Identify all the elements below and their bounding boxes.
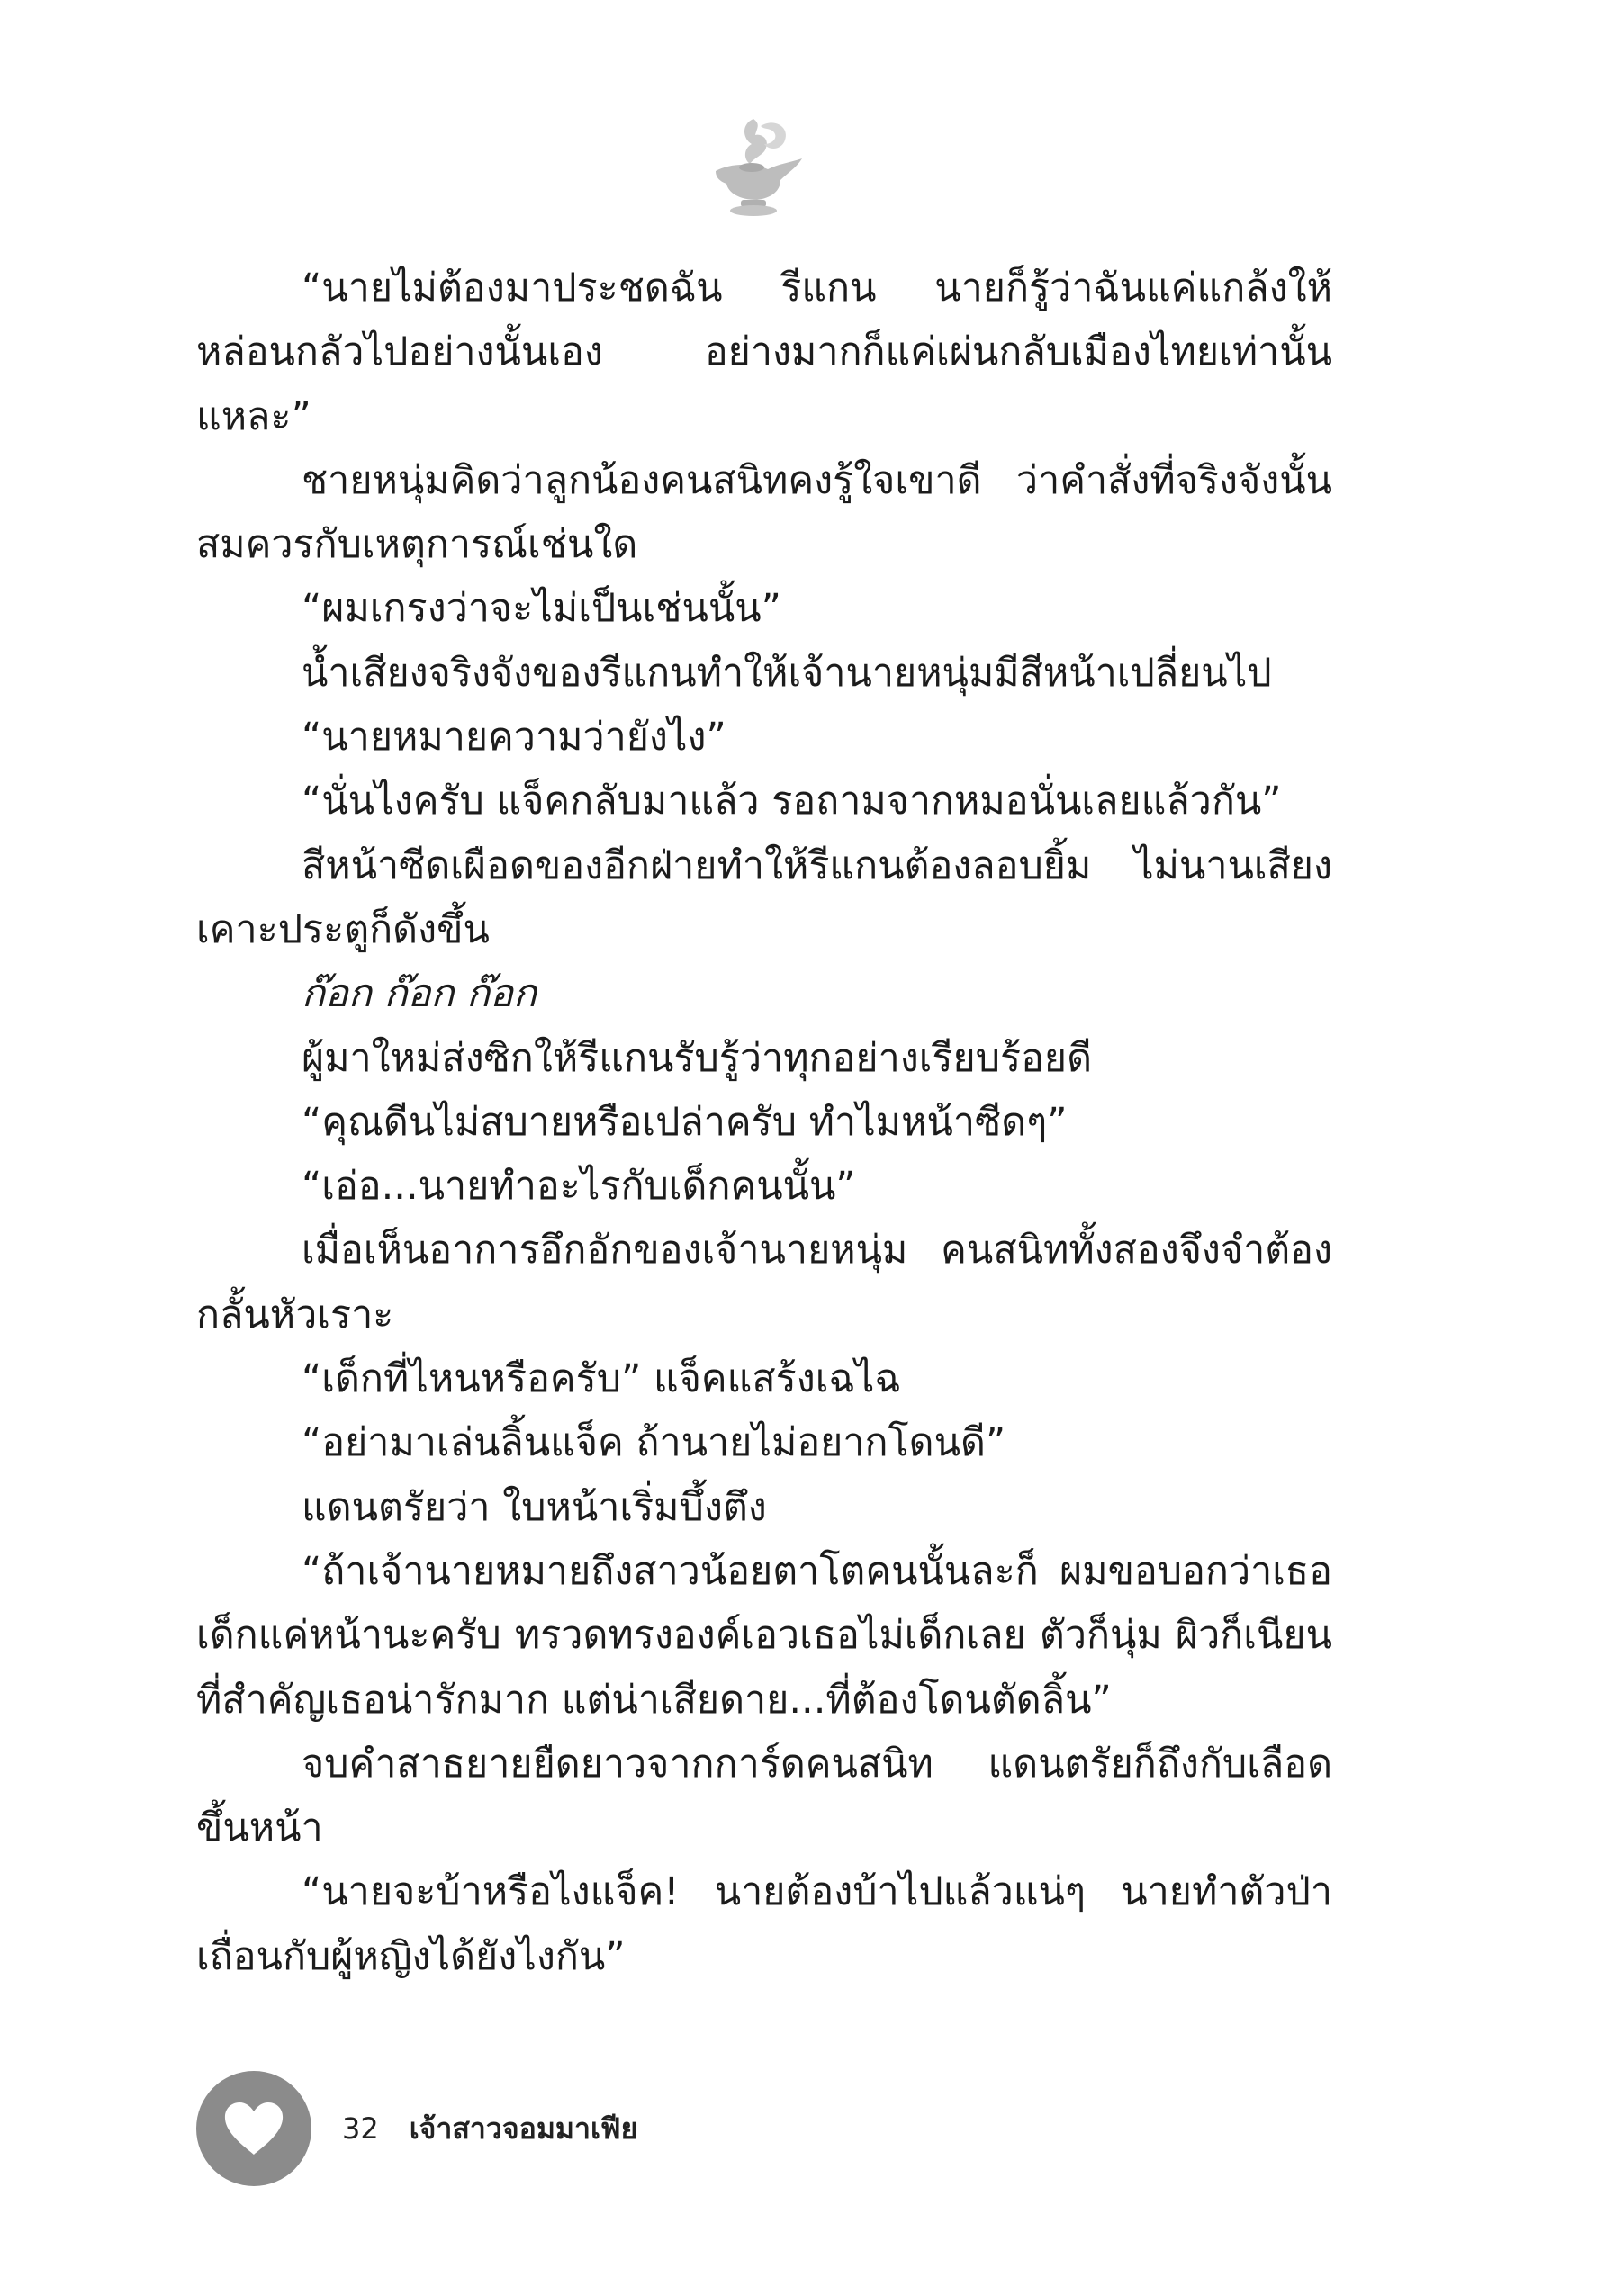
- paragraph: “ผมเกรงว่าจะไม่เป็นเช่นนั้น”: [302, 586, 781, 632]
- heart-badge: [196, 2071, 311, 2186]
- paragraph: “คุณดีนไม่สบายหรือเปล่าครับ ทำไมหน้าซีดๆ”: [302, 1099, 1068, 1145]
- paragraph: “นายไม่ต้องมาประชดฉัน รีแกน นายก็รู้ว่าฉันแค่แกล้งให้หล่อนกลัวไปอย่างนั้นเอง อย่างมากก็แค่เผ่นกลับเมืองไทยเท่านั้นแหละ”: [196, 266, 1332, 439]
- genie-lamp-icon: [698, 108, 815, 225]
- page-number: 32: [342, 2111, 379, 2146]
- paragraph: “นายจะบ้าหรือไงแจ็ค! นายต้องบ้าไปแล้วแน่ๆ นายทำตัวป่าเถื่อนกับผู้หญิงได้ยังไงกัน”: [196, 1869, 1332, 1979]
- paragraph: “เด็กที่ไหนหรือครับ” แจ็คแสร้งเฉไฉ: [302, 1356, 901, 1402]
- paragraph: ชายหนุ่มคิดว่าลูกน้องคนสนิทคงรู้ใจเขาดี ว่าคำสั่งที่จริงจังนั้นสมควรกับเหตุการณ์เช่นใด: [196, 457, 1332, 568]
- paragraph: “นั่นไงครับ แจ็คกลับมาแล้ว รอถามจากหมอนั่นเลยแล้วกัน”: [302, 779, 1282, 824]
- heart-icon: [222, 2101, 285, 2156]
- paragraph: “อย่ามาเล่นลิ้นแจ็ค ถ้านายไม่อยากโดนดี”: [302, 1420, 1006, 1466]
- paragraph: ผู้มาใหม่ส่งซิกให้รีแกนรับรู้ว่าทุกอย่างเรียบร้อยดี: [302, 1035, 1093, 1081]
- paragraph: “เอ่อ...นายทำอะไรกับเด็กคนนั้น”: [302, 1164, 856, 1210]
- paragraph: น้ำเสียงจริงจังของรีแกนทำให้เจ้านายหนุ่มมีสีหน้าเปลี่ยนไป: [302, 650, 1272, 696]
- paragraph: “นายหมายความว่ายังไง”: [302, 715, 726, 761]
- paragraph: ก๊อก ก๊อก ก๊อก: [302, 971, 537, 1017]
- paragraph: สีหน้าซีดเผือดของอีกฝ่ายทำให้รีแกนต้องลอบยิ้ม ไม่นานเสียงเคาะประตูก็ดังขึ้น: [196, 842, 1332, 952]
- page-footer: [196, 2070, 637, 2187]
- paragraph: จบคำสาธยายยืดยาวจากการ์ดคนสนิท แดนตรัยก็ถึงกับเลือดขึ้นหน้า: [196, 1741, 1332, 1851]
- paragraph: แดนตรัยว่า ใบหน้าเริ่มบึ้งตึง: [302, 1484, 767, 1530]
- paragraph: เมื่อเห็นอาการอึกอักของเจ้านายหนุ่ม คนสนิททั้งสองจึงจำต้องกลั้นหัวเราะ: [196, 1228, 1332, 1337]
- body-text: [196, 257, 1332, 1989]
- book-title: เจ้าสาวจอมมาเฟีย: [409, 2111, 638, 2146]
- paragraph: “ถ้าเจ้านายหมายถึงสาวน้อยตาโตคนนั้นละก็ ผมขอบอกว่าเธอเด็กแค่หน้านะครับ ทรวดทรงองค์เอวเธอไม่เด็กเลย ตัวก็นุ่ม ผิวก็เนียน ที่สำคัญเธอน่ารักมาก แต่น่าเสียดาย...ที่ต้องโดนตัดลิ้น”: [196, 1548, 1332, 1723]
